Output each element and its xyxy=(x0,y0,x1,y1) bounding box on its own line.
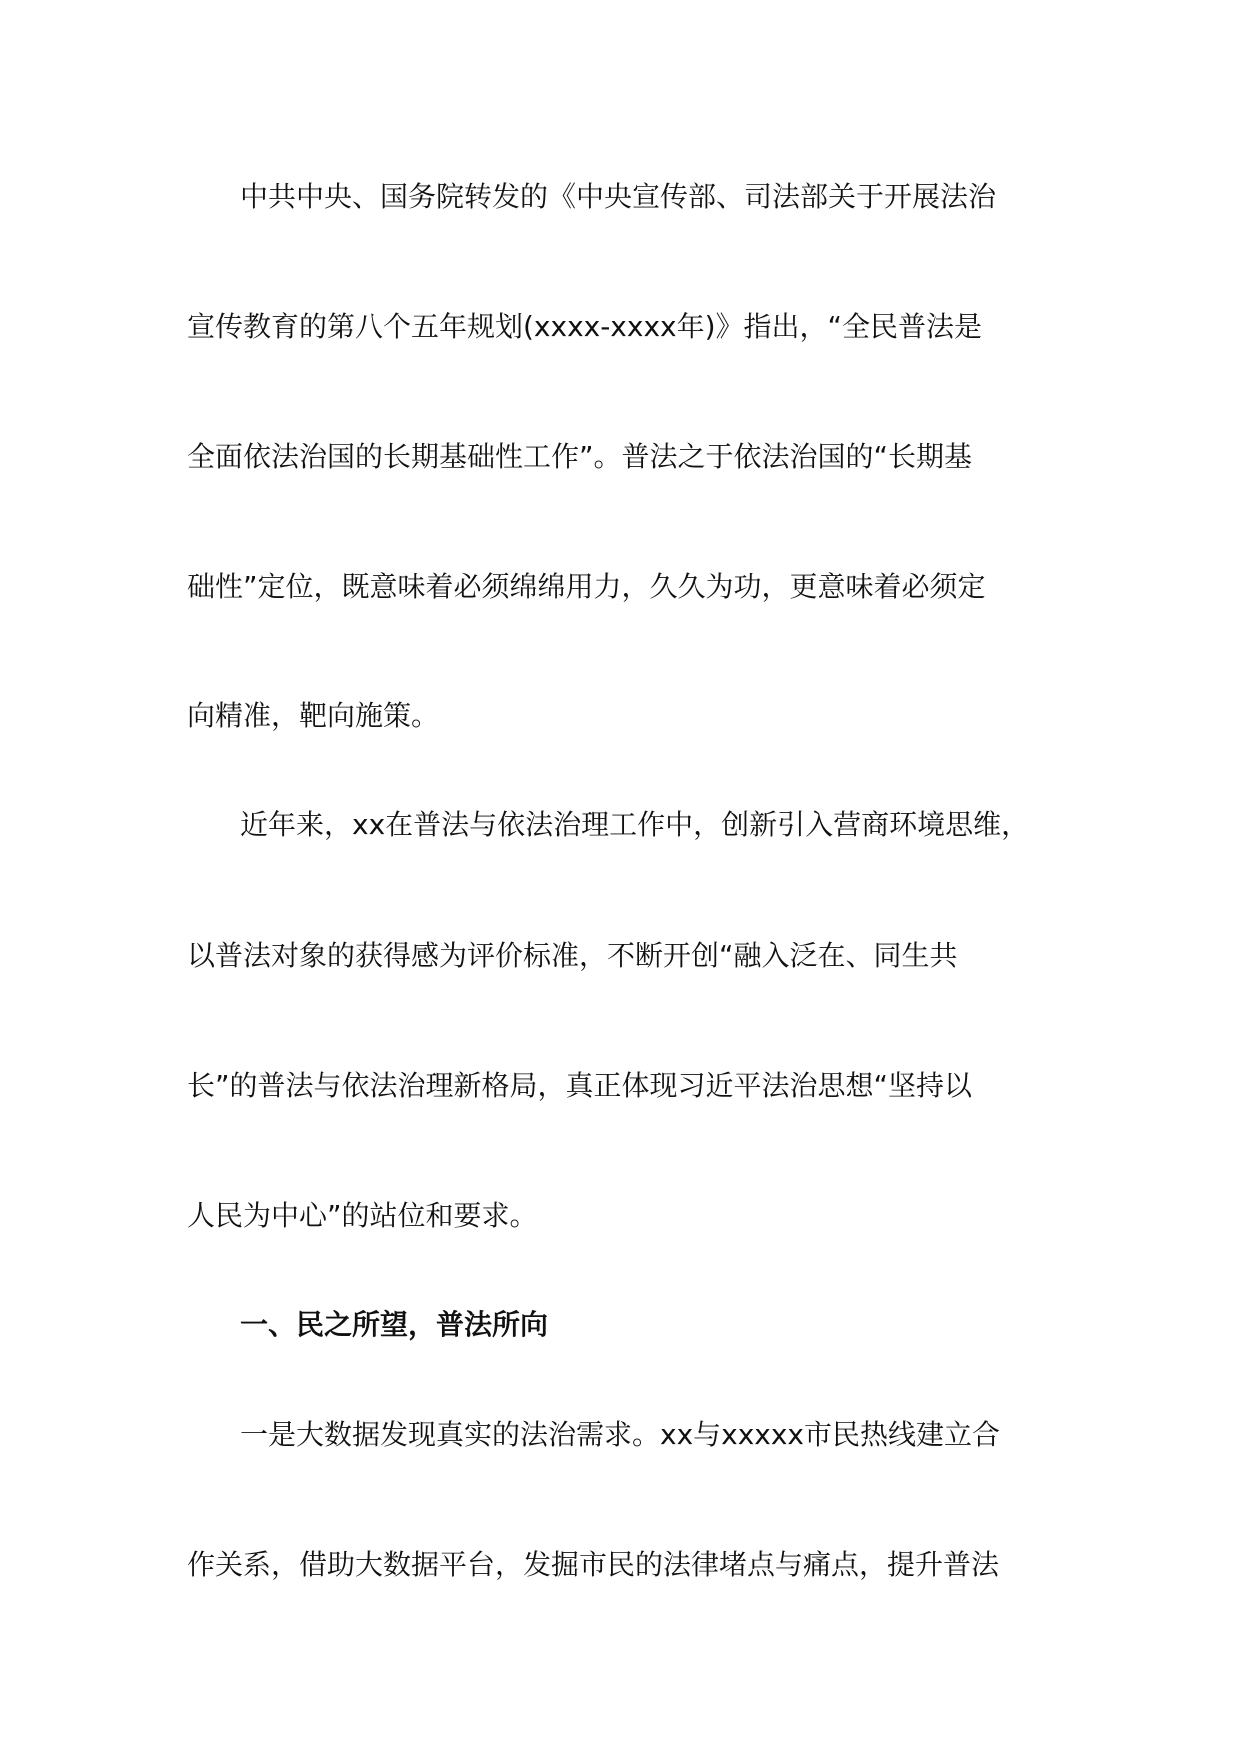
text-line: 一是大数据发现真实的法治需求。xx与xxxxx市民热线建立合 xyxy=(240,1418,1000,1451)
text-line: 全面依法治国的长期基础性工作”。普法之于依法治国的“长期基 xyxy=(187,440,973,473)
text-line: 长”的普法与依法治理新格局，真正体现习近平法治思想“坚持以 xyxy=(187,1069,973,1102)
text-line: 作关系，借助大数据平台，发掘市民的法律堵点与痛点，提升普法 xyxy=(187,1548,1000,1581)
paragraph-1-line-3 xyxy=(0,437,1240,477)
paragraph-2-line-4 xyxy=(0,1196,1240,1236)
text-line: 宣传教育的第八个五年规划(xxxx-xxxx年)》指出，“全民普法是 xyxy=(187,310,983,343)
paragraph-2-line-2 xyxy=(0,936,1240,976)
paragraph-3-line-1 xyxy=(0,1415,1240,1455)
text-line: 人民为中心”的站位和要求。 xyxy=(187,1199,538,1232)
text-line: 础性”定位，既意味着必须绵绵用力，久久为功，更意味着必须定 xyxy=(187,570,986,603)
heading-text: 一、民之所望，普法所向 xyxy=(240,1308,549,1341)
paragraph-1-line-4 xyxy=(0,567,1240,607)
paragraph-1-line-1 xyxy=(0,177,1240,217)
paragraph-1-line-2 xyxy=(0,307,1240,347)
paragraph-1-line-5 xyxy=(0,696,1240,736)
text-line: 向精准，靶向施策。 xyxy=(187,699,440,732)
paragraph-2-line-3 xyxy=(0,1066,1240,1106)
section-heading xyxy=(0,1305,1240,1345)
text-line: 中共中央、国务院转发的《中央宣传部、司法部关于开展法治 xyxy=(240,180,997,213)
paragraph-3-line-2 xyxy=(0,1545,1240,1585)
text-line: 以普法对象的获得感为评价标准，不断开创“融入泛在、同生共 xyxy=(187,939,958,972)
text-line: 近年来，xx在普法与依法治理工作中，创新引入营商环境思维， xyxy=(240,808,1030,841)
paragraph-2-line-1 xyxy=(0,805,1240,845)
